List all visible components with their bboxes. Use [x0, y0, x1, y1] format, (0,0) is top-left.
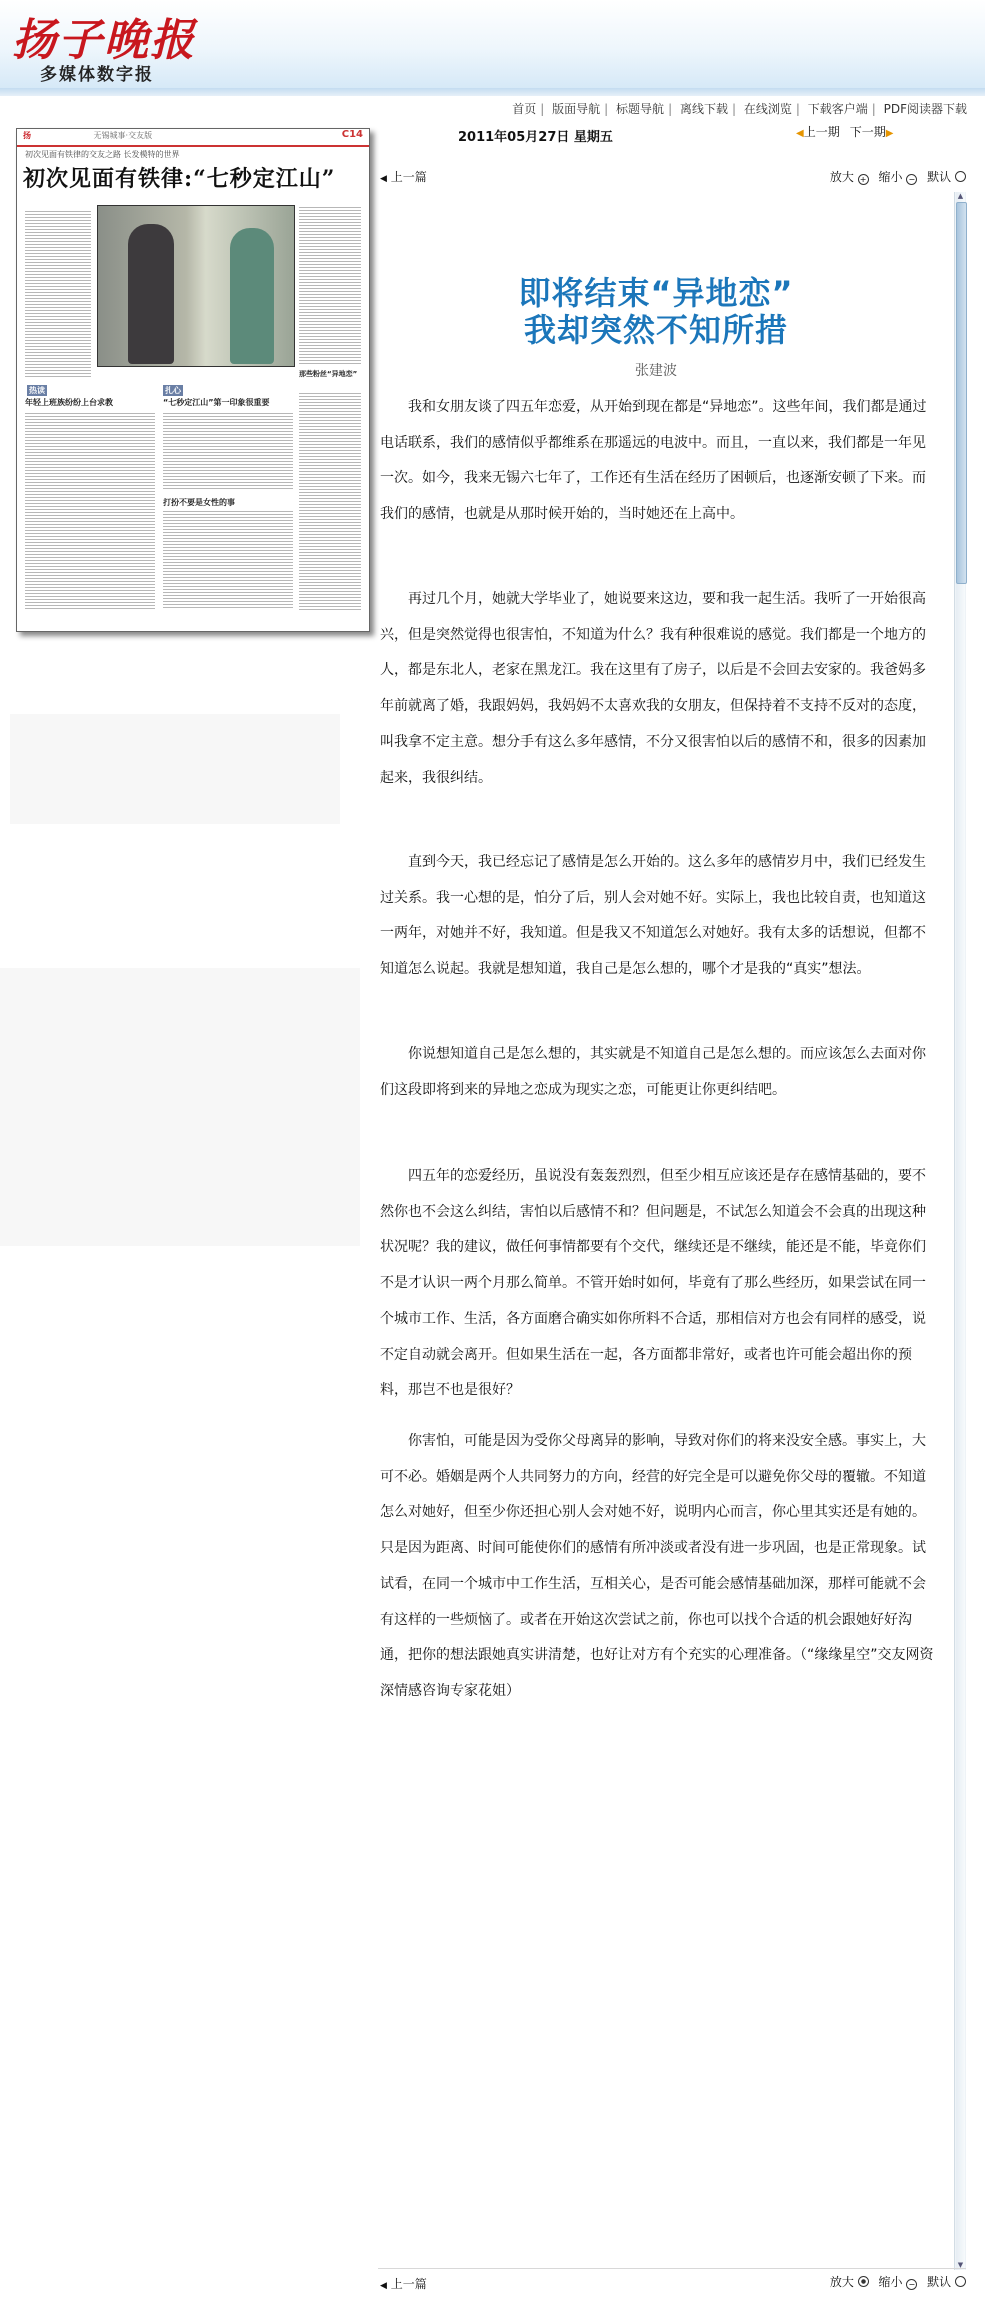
previous-issue-link[interactable]: 上一期: [803, 125, 840, 139]
previous-article-label: 上一篇: [390, 2277, 427, 2291]
site-subtitle: 多媒体数字报: [40, 65, 154, 85]
zoom-in-button[interactable]: [830, 2275, 869, 2289]
thumbnail-kicker: 初次见面有铁律的交友之路 长发模特的世界: [25, 150, 180, 159]
article-author: 张建波: [635, 363, 677, 379]
site-header: [0, 0, 985, 88]
header-divider: [0, 88, 985, 96]
default-size-label: 默认: [927, 170, 952, 184]
zoom-out-label: 缩小: [878, 170, 903, 184]
top-navigation: [512, 100, 967, 117]
scroll-down-arrow-icon[interactable]: ▼: [957, 2261, 964, 2269]
thumbnail-photo: [97, 205, 295, 367]
scrollbar-thumb[interactable]: [956, 202, 967, 584]
issue-date: 2011年05月27日 星期五: [458, 130, 613, 145]
default-size-label: 默认: [927, 2275, 952, 2289]
zoom-in-button[interactable]: [830, 170, 869, 184]
thumbnail-logo-mark: 扬: [23, 131, 31, 140]
nav-download-client[interactable]: 下载客户端: [807, 102, 868, 116]
previous-article-link[interactable]: [380, 168, 427, 185]
issue-pager: [796, 123, 893, 140]
plus-icon: +: [858, 174, 869, 185]
nav-separator: |: [795, 102, 800, 116]
previous-article-label: 上一篇: [390, 170, 427, 184]
minus-icon: −: [906, 174, 917, 185]
nav-separator: |: [540, 102, 545, 116]
thumbnail-text-column: [299, 391, 361, 611]
zoom-out-button[interactable]: [878, 170, 917, 184]
nav-separator: |: [871, 102, 876, 116]
nav-separator: |: [731, 102, 736, 116]
article-toolbar-top: [378, 165, 966, 185]
thumbnail-subhead: 打扮不要是女性的事: [163, 498, 235, 507]
nav-home[interactable]: 首页: [512, 102, 537, 116]
previous-article-link[interactable]: [380, 2275, 427, 2292]
thumbnail-section-name: 无锡城事·交友版: [93, 131, 153, 140]
article-paragraph: 直到今天，我已经忘记了感情是怎么开始的。这么多年的感情岁月中，我们已经发生过关系。我一心想的是，怕分了后，别人会对她不好。实际上，我也比较自责，也知道这一两年，对她并不好，我知道。但是我又不知道怎么对她好。我有太多的话想说，但都不知道怎么说起。我就是想知道，我自己是怎么想的，哪个才是我的“真实”想法。: [380, 854, 926, 978]
thumbnail-text-column: [163, 509, 293, 609]
nav-offline-download[interactable]: 离线下载: [679, 102, 728, 116]
blank-panel: [0, 968, 360, 1246]
triangle-left-icon: ◀: [380, 2281, 387, 2291]
thumbnail-page-number: C14: [341, 129, 363, 140]
zoom-in-label: 放大: [829, 170, 854, 184]
minus-icon: −: [906, 2279, 917, 2290]
thumbnail-page-bar: [17, 129, 369, 147]
thumbnail-tag: 热读: [29, 386, 45, 395]
article-paragraph: 再过几个月，她就大学毕业了，她说要来这边，要和我一起生活。我听了一开始很高兴，但是突然觉得也很害怕，不知道为什么？我有种很难说的感觉。我们都是一个地方的人，都是东北人，老家在黑龙江。我在这里有了房子，以后是不会回去安家的。我爸妈多年前就离了婚，我跟妈妈，我妈妈不太喜欢我的女朋友，但保持着不支持不反对的态度，叫我拿不定主意。想分手有这么多年感情，不分又很害怕以后的感情不和，很多的因素加起来，我很纠结。: [380, 591, 926, 786]
page-thumbnail[interactable]: [16, 128, 370, 632]
nav-separator: |: [604, 102, 609, 116]
article-title-line1: 即将结束“异地恋”: [518, 274, 794, 312]
radio-icon: [955, 2276, 966, 2287]
triangle-left-icon: ◀: [380, 174, 387, 184]
thumbnail-text-column: [163, 411, 293, 491]
thumbnail-subhead: “七秒定江山”第一印象很重要: [163, 398, 270, 407]
default-size-button[interactable]: [927, 170, 966, 184]
article-paragraph: 四五年的恋爱经历，虽说没有轰轰烈烈，但至少相互应该还是存在感情基础的，要不然你也不会这么纠结，害怕以后感情不和？但问题是，不试怎么知道会不会真的出现这种状况呢？我的建议，做任何事情都要有个交代，继续还是不继续，能还是不能，毕竟你们不是才认识一两个月那么简单。不管开始时如何，毕竟有了那么些经历，如果尝试在同一个城市工作、生活，各方面磨合确实如你所料不合适，那相信对方也会有同样的感受，说不定自动就会离开。但如果生活在一起，各方面都非常好，或者也许可能会超出你的预料，那岂不也是很好？: [380, 1168, 926, 1399]
thumbnail-headline: 初次见面有铁律:“七秒定江山”: [23, 166, 336, 192]
site-logo[interactable]: 扬子晚报: [12, 15, 196, 66]
scroll-up-arrow-icon[interactable]: ▲: [957, 192, 964, 200]
zoom-controls: [824, 2273, 966, 2290]
nav-online-browse[interactable]: 在线浏览: [743, 102, 792, 116]
nav-pdf-reader-download[interactable]: PDF阅读器下载: [883, 102, 967, 116]
arrow-left-icon: ◀: [796, 128, 804, 139]
article-paragraph: 你说想知道自己是怎么想的，其实就是不知道自己是怎么想的。而应该怎么去面对你们这段即将到来的异地之恋成为现实之恋，可能更让你更纠结吧。: [380, 1046, 926, 1098]
article-toolbar-bottom: [378, 2268, 966, 2291]
next-issue-link[interactable]: 下一期: [849, 125, 886, 139]
radio-icon: [955, 171, 966, 182]
thumbnail-text-column: [299, 205, 361, 365]
zoom-controls: [824, 168, 966, 185]
zoom-in-label: 放大: [829, 2275, 854, 2289]
thumbnail-subhead: 那些粉丝“异地恋”: [299, 369, 363, 379]
blank-panel: [10, 714, 340, 824]
default-size-button[interactable]: [927, 2275, 966, 2289]
plus-icon: [858, 2276, 869, 2287]
article-title-line2: 我却突然不知所措: [523, 311, 788, 349]
thumbnail-subhead: 年轻上班族纷纷上台求教: [25, 398, 113, 407]
thumbnail-tag: 扎心: [165, 386, 181, 395]
article-content: [378, 192, 934, 2270]
zoom-out-label: 缩小: [878, 2275, 903, 2289]
nav-separator: |: [668, 102, 673, 116]
arrow-right-icon: ▶: [885, 128, 894, 139]
thumbnail-text-column: [25, 411, 155, 611]
article-paragraph: 你害怕，可能是因为受你父母离异的影响，导致对你们的将来没安全感。事实上，大可不必。婚姻是两个人共同努力的方向，经营的好完全是可以避免你父母的覆辙。不知道怎么对她好，但至少你还担心别人会对她不好，说明内心而言，你心里其实还是有她的。只是因为距离、时间可能使你们的感情有所冲淡或者没有进一步巩固，也是正常现象。试试看，在同一个城市中工作生活，互相关心，是否可能会感情基础加深，那样可能就不会有这样的一些烦恼了。或者在开始这次尝试之前，你也可以找个合适的机会跟她好好沟通，把你的想法跟她真实讲清楚，也好让对方有个充实的心理准备。（“缘缘星空”交友网资深情感咨询专家花姐）: [380, 1433, 934, 1699]
nav-page-navigation[interactable]: 版面导航: [552, 102, 601, 116]
zoom-out-button[interactable]: [878, 2275, 917, 2289]
nav-title-navigation[interactable]: 标题导航: [616, 102, 665, 116]
article-paragraph: 我和女朋友谈了四五年恋爱，从开始到现在都是“异地恋”。这些年间，我们都是通过电话联系，我们的感情似乎都维系在那遥远的电波中。而且，一直以来，我们都是一年见一次。如今，我来无锡六七年了，工作还有生活在经历了困顿后，也逐渐安顿了下来。而我们的感情，也就是从那时候开始的，当时她还在上高中。: [380, 399, 927, 523]
article-scrollbar[interactable]: [954, 192, 966, 2270]
thumbnail-text-column: [25, 209, 91, 377]
